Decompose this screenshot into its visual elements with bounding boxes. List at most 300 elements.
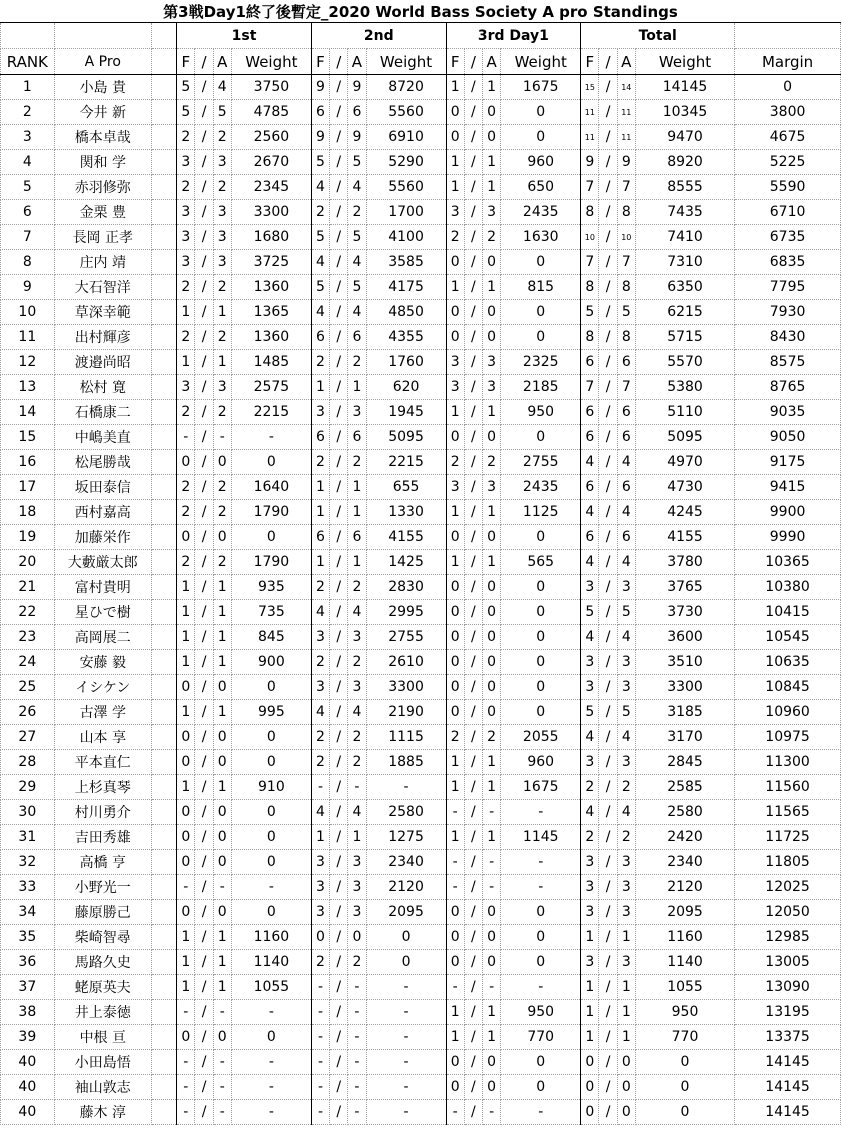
total-fish-cell: 1 xyxy=(581,975,599,1000)
total-alive-cell: 1 xyxy=(617,1000,635,1025)
r2-fish-cell: 3 xyxy=(311,400,329,425)
angler-name-cell: 馬路久史 xyxy=(54,950,151,975)
r3-weight-cell: 950 xyxy=(501,1000,581,1025)
r2-alive-cell: 1 xyxy=(348,825,366,850)
r2-fish-cell: - xyxy=(311,1000,329,1025)
spacer-cell xyxy=(151,825,176,850)
margin-cell: 3800 xyxy=(735,100,841,125)
slash-cell: / xyxy=(599,800,617,825)
r3-fish-cell: - xyxy=(446,850,464,875)
total-alive-cell: 1 xyxy=(617,975,635,1000)
r1-weight-cell: 900 xyxy=(231,650,311,675)
r2-alive-cell: 4 xyxy=(348,175,366,200)
angler-name-cell: 橋本卓哉 xyxy=(54,125,151,150)
r1-alive-cell: 2 xyxy=(213,475,231,500)
total-weight-cell: 3730 xyxy=(635,600,734,625)
slash-cell: / xyxy=(599,775,617,800)
header-a: A xyxy=(213,49,231,75)
total-weight-cell: 6350 xyxy=(635,275,734,300)
r2-weight-cell: - xyxy=(366,1025,446,1050)
rank-cell: 10 xyxy=(1,300,55,325)
r1-fish-cell: 5 xyxy=(177,100,195,125)
slash-cell: / xyxy=(599,550,617,575)
angler-name-cell: 古澤 学 xyxy=(54,700,151,725)
slash-cell: / xyxy=(330,925,348,950)
slash-cell: / xyxy=(464,325,482,350)
spacer-cell xyxy=(151,1025,176,1050)
slash-cell: / xyxy=(330,700,348,725)
standings-row xyxy=(1,900,841,925)
r3-alive-cell: 2 xyxy=(483,725,501,750)
r3-fish-cell: 0 xyxy=(446,650,464,675)
total-weight-cell: 0 xyxy=(635,1050,734,1075)
r1-fish-cell: 2 xyxy=(177,550,195,575)
total-alive-cell: 4 xyxy=(617,625,635,650)
r3-weight-cell: 0 xyxy=(501,600,581,625)
r2-weight-cell: 5560 xyxy=(366,100,446,125)
margin-cell: 9035 xyxy=(735,400,841,425)
r3-alive-cell: 3 xyxy=(483,350,501,375)
slash-cell: / xyxy=(330,750,348,775)
r2-fish-cell: 6 xyxy=(311,525,329,550)
slash-cell: / xyxy=(195,250,213,275)
spacer-cell xyxy=(151,875,176,900)
rank-cell: 31 xyxy=(1,825,55,850)
r1-weight-cell: 0 xyxy=(231,825,311,850)
total-fish-cell: 0 xyxy=(581,1100,599,1125)
r2-alive-cell: 6 xyxy=(348,425,366,450)
total-weight-cell: 2580 xyxy=(635,800,734,825)
slash-cell: / xyxy=(195,150,213,175)
slash-cell: / xyxy=(330,125,348,150)
total-alive-cell: 3 xyxy=(617,650,635,675)
total-weight-cell: 3170 xyxy=(635,725,734,750)
r3-alive-cell: 0 xyxy=(483,125,501,150)
slash-cell: / xyxy=(464,825,482,850)
r2-fish-cell: 1 xyxy=(311,825,329,850)
spacer-cell xyxy=(151,375,176,400)
slash-cell: / xyxy=(464,475,482,500)
spacer-cell xyxy=(151,75,176,100)
r2-alive-cell: - xyxy=(348,975,366,1000)
r2-alive-cell: 2 xyxy=(348,450,366,475)
r3-alive-cell: 0 xyxy=(483,525,501,550)
rank-cell: 22 xyxy=(1,600,55,625)
header-name: A Pro xyxy=(54,49,151,75)
r3-weight-cell: 0 xyxy=(501,925,581,950)
angler-name-cell: 藤木 淳 xyxy=(54,1100,151,1125)
rank-cell: 15 xyxy=(1,425,55,450)
slash-cell: / xyxy=(599,675,617,700)
standings-row xyxy=(1,1025,841,1050)
r1-alive-cell: 3 xyxy=(213,225,231,250)
r2-alive-cell: 0 xyxy=(348,925,366,950)
r3-alive-cell: 0 xyxy=(483,100,501,125)
blank-cell xyxy=(54,23,151,49)
standings-row xyxy=(1,875,841,900)
margin-cell: 12050 xyxy=(735,900,841,925)
slash-cell: / xyxy=(330,250,348,275)
margin-cell: 5225 xyxy=(735,150,841,175)
slash-cell: / xyxy=(599,325,617,350)
r2-weight-cell: 0 xyxy=(366,925,446,950)
r3-fish-cell: 3 xyxy=(446,475,464,500)
r2-weight-cell: 2995 xyxy=(366,600,446,625)
angler-name-cell: 松尾勝哉 xyxy=(54,450,151,475)
r3-alive-cell: 1 xyxy=(483,1000,501,1025)
total-fish-cell: 3 xyxy=(581,650,599,675)
slash-cell: / xyxy=(464,100,482,125)
r3-weight-cell: 770 xyxy=(501,1025,581,1050)
total-alive-cell: 3 xyxy=(617,675,635,700)
r2-alive-cell: 1 xyxy=(348,500,366,525)
rank-cell: 8 xyxy=(1,250,55,275)
r1-fish-cell: 0 xyxy=(177,800,195,825)
margin-cell: 11805 xyxy=(735,850,841,875)
r2-fish-cell: 5 xyxy=(311,150,329,175)
total-fish-cell: 4 xyxy=(581,725,599,750)
r1-alive-cell: 3 xyxy=(213,200,231,225)
r3-fish-cell: 0 xyxy=(446,925,464,950)
r1-fish-cell: 3 xyxy=(177,150,195,175)
total-alive-cell: 5 xyxy=(617,300,635,325)
margin-cell: 9990 xyxy=(735,525,841,550)
slash-cell: / xyxy=(599,300,617,325)
standings-row xyxy=(1,400,841,425)
standings-row xyxy=(1,925,841,950)
r3-fish-cell: 0 xyxy=(446,950,464,975)
spacer-cell xyxy=(151,925,176,950)
rank-cell: 26 xyxy=(1,700,55,725)
margin-cell: 0 xyxy=(735,75,841,100)
total-weight-cell: 3780 xyxy=(635,550,734,575)
standings-row xyxy=(1,375,841,400)
rank-cell: 39 xyxy=(1,1025,55,1050)
r3-alive-cell: - xyxy=(483,1100,501,1125)
total-weight-cell: 6215 xyxy=(635,300,734,325)
slash-cell: / xyxy=(464,1100,482,1125)
r3-fish-cell: 0 xyxy=(446,300,464,325)
slash-cell: / xyxy=(599,150,617,175)
standings-row xyxy=(1,200,841,225)
rank-cell: 29 xyxy=(1,775,55,800)
header-slash: / xyxy=(464,49,482,75)
standings-row xyxy=(1,275,841,300)
slash-cell: / xyxy=(330,175,348,200)
slash-cell: / xyxy=(195,175,213,200)
r2-weight-cell: 2190 xyxy=(366,700,446,725)
r3-alive-cell: 0 xyxy=(483,325,501,350)
r1-alive-cell: - xyxy=(213,875,231,900)
r3-weight-cell: 0 xyxy=(501,1075,581,1100)
angler-name-cell: 吉田秀雄 xyxy=(54,825,151,850)
standings-row xyxy=(1,600,841,625)
rank-cell: 28 xyxy=(1,750,55,775)
r3-fish-cell: 1 xyxy=(446,550,464,575)
slash-cell: / xyxy=(330,350,348,375)
r3-alive-cell: 1 xyxy=(483,1025,501,1050)
standings-row xyxy=(1,250,841,275)
r3-alive-cell: 0 xyxy=(483,250,501,275)
standings-row xyxy=(1,425,841,450)
r1-weight-cell: 0 xyxy=(231,1025,311,1050)
r3-fish-cell: 0 xyxy=(446,250,464,275)
r1-alive-cell: - xyxy=(213,1100,231,1125)
slash-cell: / xyxy=(195,825,213,850)
total-weight-cell: 3600 xyxy=(635,625,734,650)
r1-fish-cell: 5 xyxy=(177,75,195,100)
slash-cell: / xyxy=(464,875,482,900)
r2-weight-cell: 6910 xyxy=(366,125,446,150)
group-2nd: 2nd xyxy=(311,23,446,49)
slash-cell: / xyxy=(599,725,617,750)
r2-fish-cell: - xyxy=(311,975,329,1000)
r1-weight-cell: 910 xyxy=(231,775,311,800)
r1-fish-cell: 2 xyxy=(177,475,195,500)
r1-fish-cell: 0 xyxy=(177,675,195,700)
margin-cell: 10635 xyxy=(735,650,841,675)
r3-fish-cell: 1 xyxy=(446,500,464,525)
rank-cell: 14 xyxy=(1,400,55,425)
total-fish-cell: 15 xyxy=(581,75,599,100)
total-fish-cell: 1 xyxy=(581,1025,599,1050)
standings-row xyxy=(1,975,841,1000)
slash-cell: / xyxy=(330,1100,348,1125)
total-alive-cell: 6 xyxy=(617,350,635,375)
slash-cell: / xyxy=(464,425,482,450)
r1-weight-cell: 1485 xyxy=(231,350,311,375)
slash-cell: / xyxy=(599,525,617,550)
r2-alive-cell: - xyxy=(348,1100,366,1125)
rank-cell: 3 xyxy=(1,125,55,150)
r1-weight-cell: 2345 xyxy=(231,175,311,200)
r1-alive-cell: 0 xyxy=(213,750,231,775)
slash-cell: / xyxy=(464,175,482,200)
rank-cell: 21 xyxy=(1,575,55,600)
slash-cell: / xyxy=(195,775,213,800)
slash-cell: / xyxy=(599,950,617,975)
rank-cell: 27 xyxy=(1,725,55,750)
slash-cell: / xyxy=(195,200,213,225)
r1-weight-cell: - xyxy=(231,1075,311,1100)
r1-weight-cell: 2575 xyxy=(231,375,311,400)
r1-fish-cell: 1 xyxy=(177,600,195,625)
slash-cell: / xyxy=(464,400,482,425)
r2-alive-cell: 2 xyxy=(348,725,366,750)
slash-cell: / xyxy=(599,975,617,1000)
r2-weight-cell: 2120 xyxy=(366,875,446,900)
r2-fish-cell: 2 xyxy=(311,575,329,600)
r1-alive-cell: 1 xyxy=(213,775,231,800)
r1-alive-cell: 0 xyxy=(213,850,231,875)
r2-alive-cell: 4 xyxy=(348,700,366,725)
slash-cell: / xyxy=(599,375,617,400)
r1-fish-cell: 0 xyxy=(177,1025,195,1050)
r1-fish-cell: 0 xyxy=(177,725,195,750)
slash-cell: / xyxy=(330,500,348,525)
r3-weight-cell: 0 xyxy=(501,700,581,725)
r2-alive-cell: 3 xyxy=(348,675,366,700)
slash-cell: / xyxy=(464,500,482,525)
slash-cell: / xyxy=(330,900,348,925)
rank-cell: 40 xyxy=(1,1100,55,1125)
r1-alive-cell: 2 xyxy=(213,550,231,575)
total-alive-cell: 3 xyxy=(617,575,635,600)
slash-cell: / xyxy=(195,725,213,750)
slash-cell: / xyxy=(599,900,617,925)
rank-cell: 30 xyxy=(1,800,55,825)
r2-fish-cell: - xyxy=(311,1075,329,1100)
standings-row xyxy=(1,175,841,200)
r2-fish-cell: - xyxy=(311,775,329,800)
spacer-cell xyxy=(151,175,176,200)
rank-cell: 12 xyxy=(1,350,55,375)
slash-cell: / xyxy=(464,75,482,100)
slash-cell: / xyxy=(195,800,213,825)
r1-weight-cell: 1360 xyxy=(231,325,311,350)
angler-name-cell: 坂田泰信 xyxy=(54,475,151,500)
spacer-cell xyxy=(151,1100,176,1125)
margin-cell: 12985 xyxy=(735,925,841,950)
slash-cell: / xyxy=(195,750,213,775)
slash-cell: / xyxy=(195,575,213,600)
r3-alive-cell: 0 xyxy=(483,1075,501,1100)
total-weight-cell: 0 xyxy=(635,1100,734,1125)
total-fish-cell: 2 xyxy=(581,825,599,850)
r1-alive-cell: 0 xyxy=(213,675,231,700)
r1-fish-cell: 2 xyxy=(177,125,195,150)
r3-fish-cell: - xyxy=(446,1100,464,1125)
r3-weight-cell: 650 xyxy=(501,175,581,200)
r3-weight-cell: 565 xyxy=(501,550,581,575)
slash-cell: / xyxy=(195,650,213,675)
rank-cell: 19 xyxy=(1,525,55,550)
r1-alive-cell: 0 xyxy=(213,800,231,825)
total-fish-cell: 4 xyxy=(581,550,599,575)
r3-alive-cell: - xyxy=(483,850,501,875)
slash-cell: / xyxy=(195,875,213,900)
r2-alive-cell: 2 xyxy=(348,200,366,225)
total-fish-cell: 5 xyxy=(581,600,599,625)
slash-cell: / xyxy=(599,1000,617,1025)
header-f: F xyxy=(446,49,464,75)
rank-cell: 4 xyxy=(1,150,55,175)
slash-cell: / xyxy=(464,800,482,825)
margin-cell: 10365 xyxy=(735,550,841,575)
total-alive-cell: 3 xyxy=(617,950,635,975)
r3-weight-cell: 2185 xyxy=(501,375,581,400)
slash-cell: / xyxy=(464,450,482,475)
rank-cell: 40 xyxy=(1,1050,55,1075)
r2-weight-cell: 2830 xyxy=(366,575,446,600)
r1-weight-cell: 1790 xyxy=(231,550,311,575)
r3-weight-cell: 0 xyxy=(501,575,581,600)
spacer-cell xyxy=(151,275,176,300)
slash-cell: / xyxy=(464,1025,482,1050)
margin-cell: 5590 xyxy=(735,175,841,200)
total-fish-cell: 4 xyxy=(581,625,599,650)
margin-cell: 14145 xyxy=(735,1075,841,1100)
total-fish-cell: 3 xyxy=(581,900,599,925)
r2-fish-cell: 3 xyxy=(311,850,329,875)
angler-name-cell: 柴崎智尋 xyxy=(54,925,151,950)
header-a: A xyxy=(348,49,366,75)
r2-weight-cell: 2215 xyxy=(366,450,446,475)
r2-weight-cell: 4175 xyxy=(366,275,446,300)
total-fish-cell: 3 xyxy=(581,850,599,875)
margin-cell: 6835 xyxy=(735,250,841,275)
r3-weight-cell: 0 xyxy=(501,650,581,675)
r1-fish-cell: 1 xyxy=(177,700,195,725)
r3-fish-cell: 0 xyxy=(446,675,464,700)
slash-cell: / xyxy=(330,725,348,750)
standings-row xyxy=(1,150,841,175)
r3-weight-cell: 2435 xyxy=(501,475,581,500)
slash-cell: / xyxy=(195,275,213,300)
r2-weight-cell: - xyxy=(366,1050,446,1075)
angler-name-cell: 庄内 靖 xyxy=(54,250,151,275)
r3-weight-cell: 0 xyxy=(501,125,581,150)
r2-fish-cell: 3 xyxy=(311,625,329,650)
standings-row xyxy=(1,650,841,675)
r2-fish-cell: 5 xyxy=(311,275,329,300)
margin-cell: 10960 xyxy=(735,700,841,725)
r3-alive-cell: 0 xyxy=(483,575,501,600)
r1-alive-cell: 0 xyxy=(213,1025,231,1050)
r1-weight-cell: 1680 xyxy=(231,225,311,250)
r1-fish-cell: 2 xyxy=(177,400,195,425)
r2-alive-cell: 2 xyxy=(348,650,366,675)
angler-name-cell: 山本 享 xyxy=(54,725,151,750)
r3-alive-cell: - xyxy=(483,875,501,900)
margin-cell: 14145 xyxy=(735,1050,841,1075)
standings-row xyxy=(1,825,841,850)
slash-cell: / xyxy=(599,700,617,725)
r2-alive-cell: 5 xyxy=(348,150,366,175)
r2-fish-cell: 9 xyxy=(311,75,329,100)
r2-fish-cell: 1 xyxy=(311,475,329,500)
spacer-cell xyxy=(151,200,176,225)
spacer-cell xyxy=(151,575,176,600)
total-fish-cell: 2 xyxy=(581,775,599,800)
r3-alive-cell: 0 xyxy=(483,1050,501,1075)
r2-alive-cell: 4 xyxy=(348,300,366,325)
total-fish-cell: 6 xyxy=(581,525,599,550)
margin-cell: 11560 xyxy=(735,775,841,800)
standings-row xyxy=(1,725,841,750)
r2-weight-cell: 1275 xyxy=(366,825,446,850)
r3-fish-cell: 1 xyxy=(446,1025,464,1050)
slash-cell: / xyxy=(195,550,213,575)
angler-name-cell: 西村嘉高 xyxy=(54,500,151,525)
total-weight-cell: 4245 xyxy=(635,500,734,525)
total-weight-cell: 2095 xyxy=(635,900,734,925)
slash-cell: / xyxy=(464,550,482,575)
r1-fish-cell: - xyxy=(177,875,195,900)
slash-cell: / xyxy=(599,100,617,125)
rank-cell: 6 xyxy=(1,200,55,225)
total-alive-cell: 7 xyxy=(617,175,635,200)
spacer-cell xyxy=(151,600,176,625)
slash-cell: / xyxy=(330,375,348,400)
slash-cell: / xyxy=(195,1000,213,1025)
spacer-cell xyxy=(151,450,176,475)
r3-alive-cell: 2 xyxy=(483,450,501,475)
rank-cell: 38 xyxy=(1,1000,55,1025)
r1-alive-cell: 3 xyxy=(213,250,231,275)
margin-cell: 10845 xyxy=(735,675,841,700)
slash-cell: / xyxy=(599,650,617,675)
